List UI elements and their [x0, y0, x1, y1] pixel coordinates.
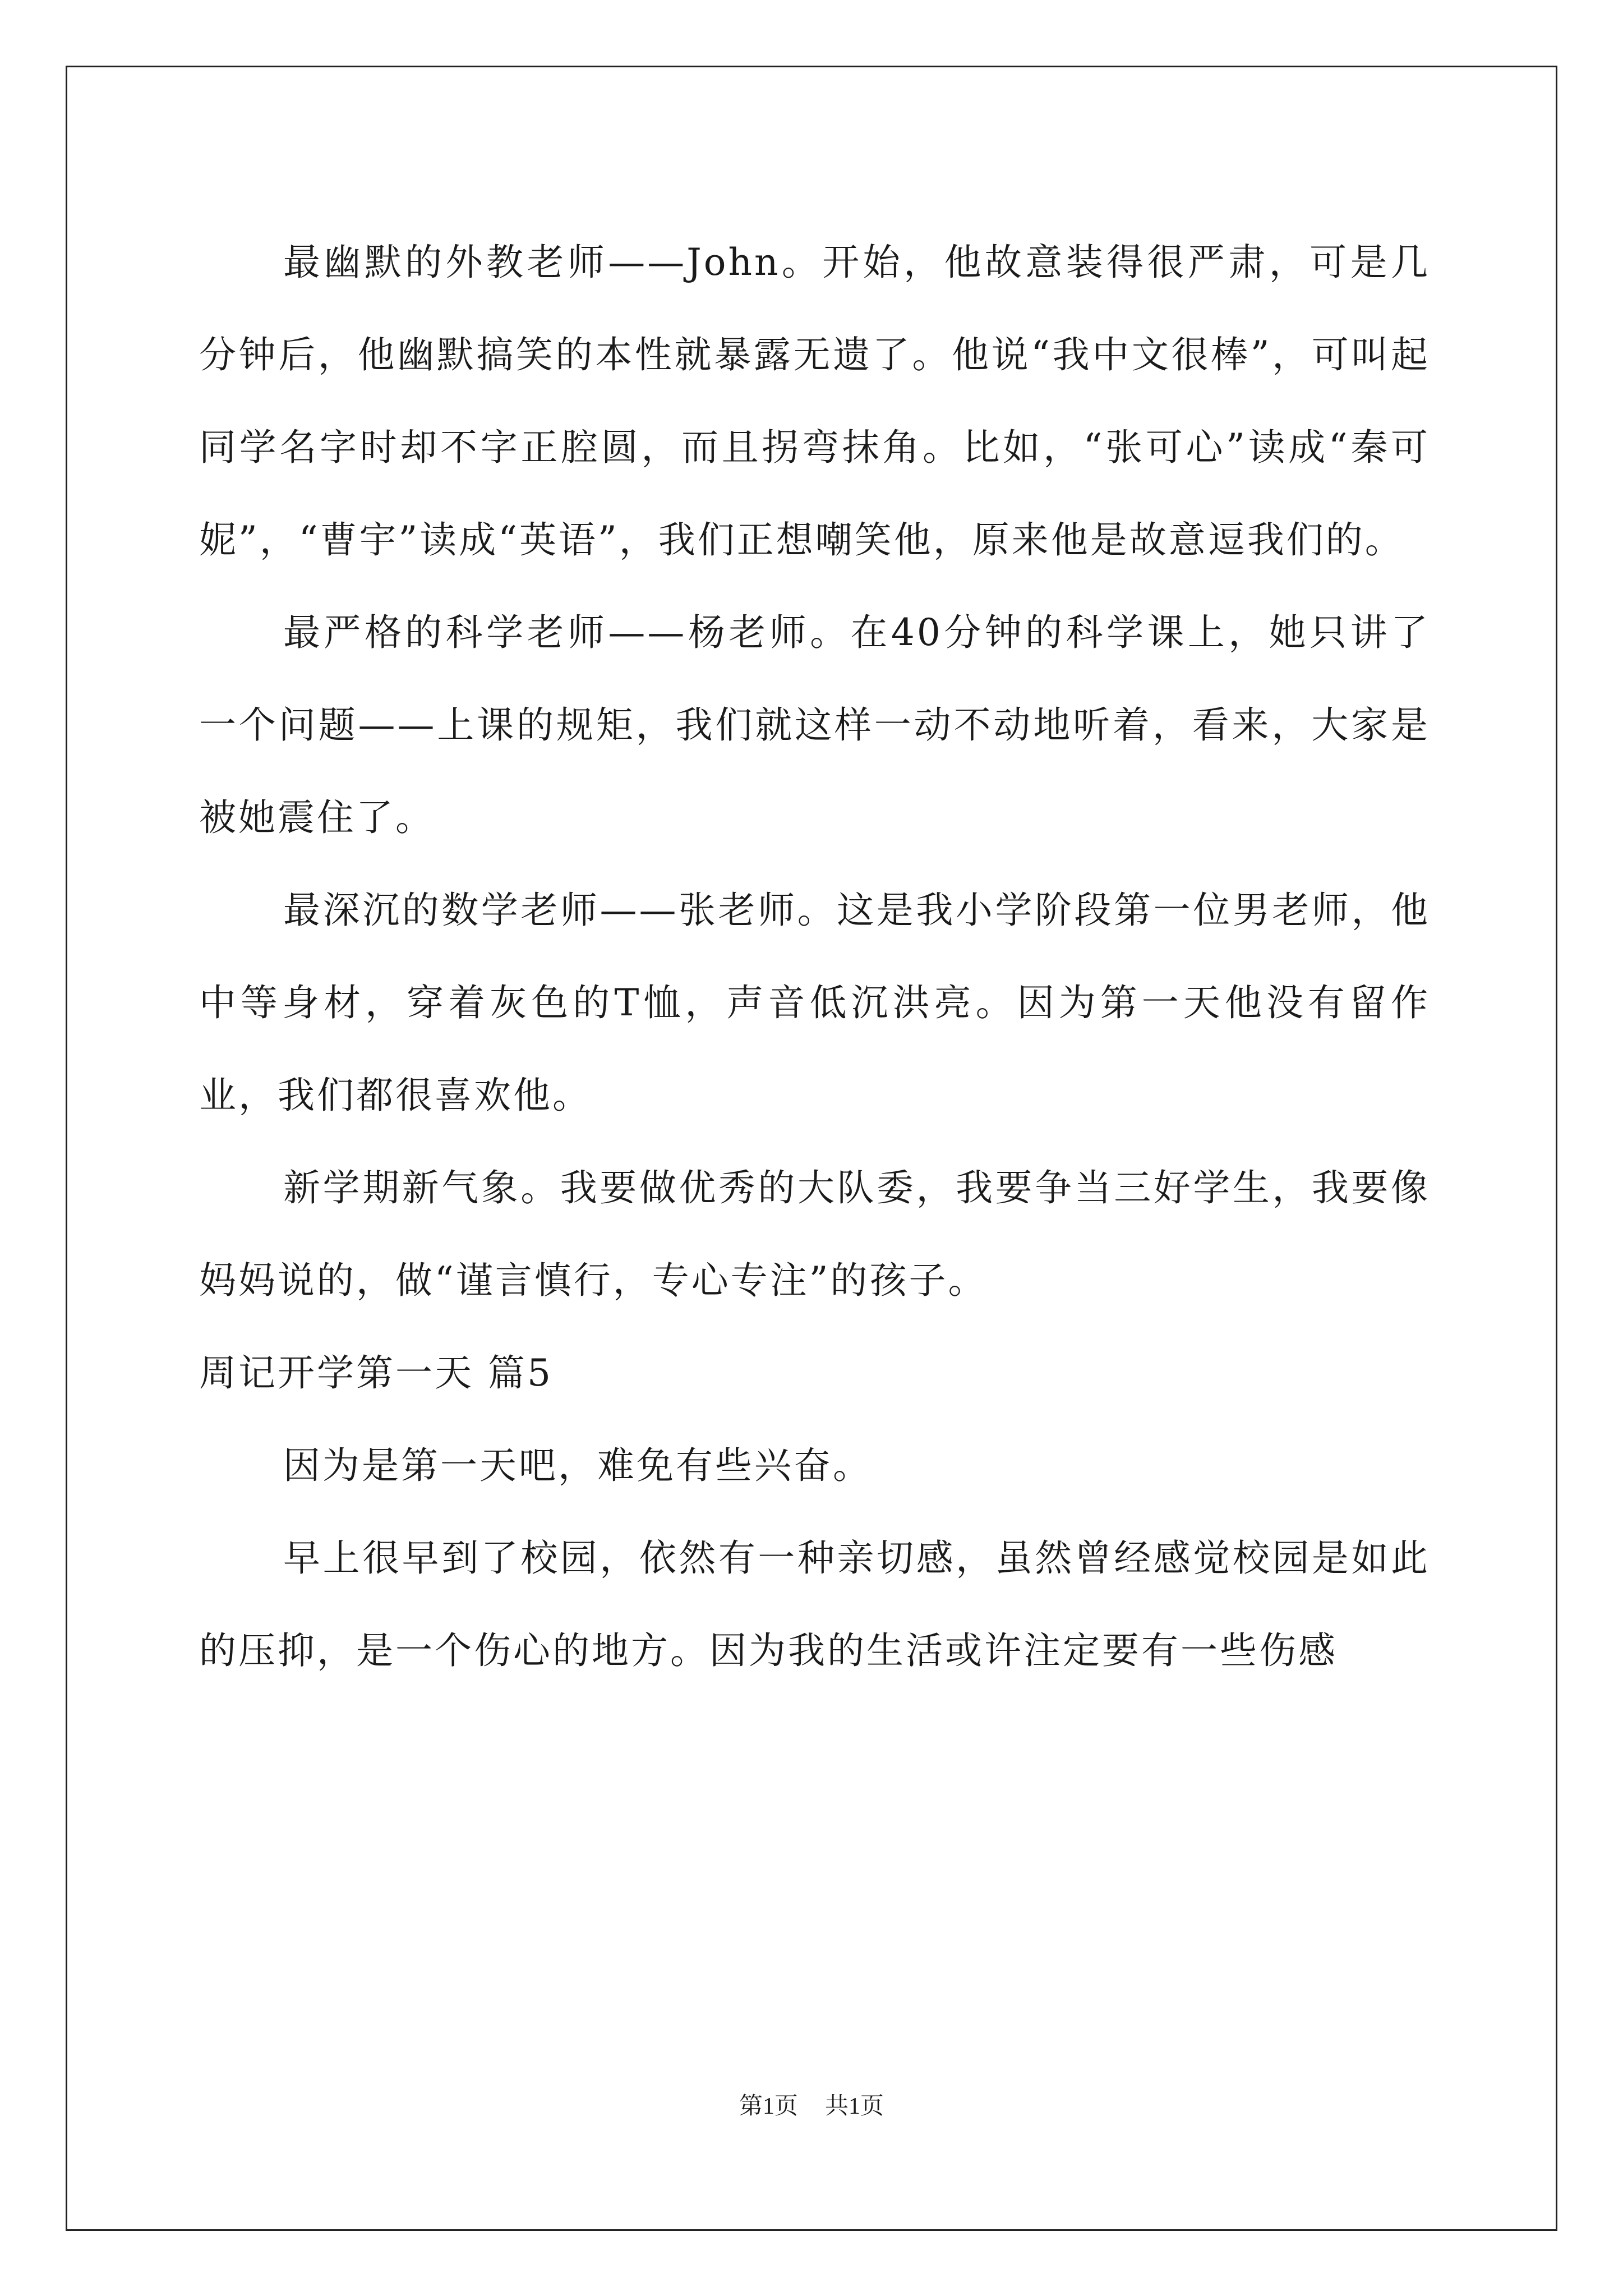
document-body — [199, 216, 1430, 1697]
page-footer — [0, 2090, 1623, 2123]
paragraph-morning-campus: 早上很早到了校园，依然有一种亲切感，虽然曾经感觉校园是如此的压抑，是一个伤心的地方。因为我的生活或许注定要有一些伤感 — [199, 1536, 1430, 1672]
page-total: 共1页 — [825, 2093, 884, 2119]
page-number: 第1页 — [739, 2093, 798, 2119]
section-heading: 周记开学第一天 篇5 — [199, 1351, 553, 1395]
paragraph-science-teacher: 最严格的科学老师——杨老师。在40分钟的科学课上，她只讲了一个问题——上课的规矩，我们就这样一动不动地听着，看来，大家是被她震住了。 — [199, 611, 1430, 839]
paragraph-new-semester: 新学期新气象。我要做优秀的大队委，我要争当三好学生，我要像妈妈说的，做“谨言慎行，专心专注”的孩子。 — [199, 1166, 1430, 1302]
paragraph-math-teacher: 最深沉的数学老师——张老师。这是我小学阶段第一位男老师，他中等身材，穿着灰色的T恤，声音低沉洪亮。因为第一天他没有留作业，我们都很喜欢他。 — [199, 889, 1430, 1117]
paragraph-foreign-teacher: 最幽默的外教老师——John。开始，他故意装得很严肃，可是几分钟后，他幽默搞笑的本性就暴露无遗了。他说“我中文很棒”，可叫起同学名字时却不字正腔圆，而且拐弯抹角。比如，“张可心”读成“秦可妮”，“曹宇”读成“英语”，我们正想嘲笑他，原来他是故意逗我们的。 — [199, 241, 1430, 562]
paragraph-first-day: 因为是第一天吧，难免有些兴奋。 — [283, 1444, 872, 1487]
